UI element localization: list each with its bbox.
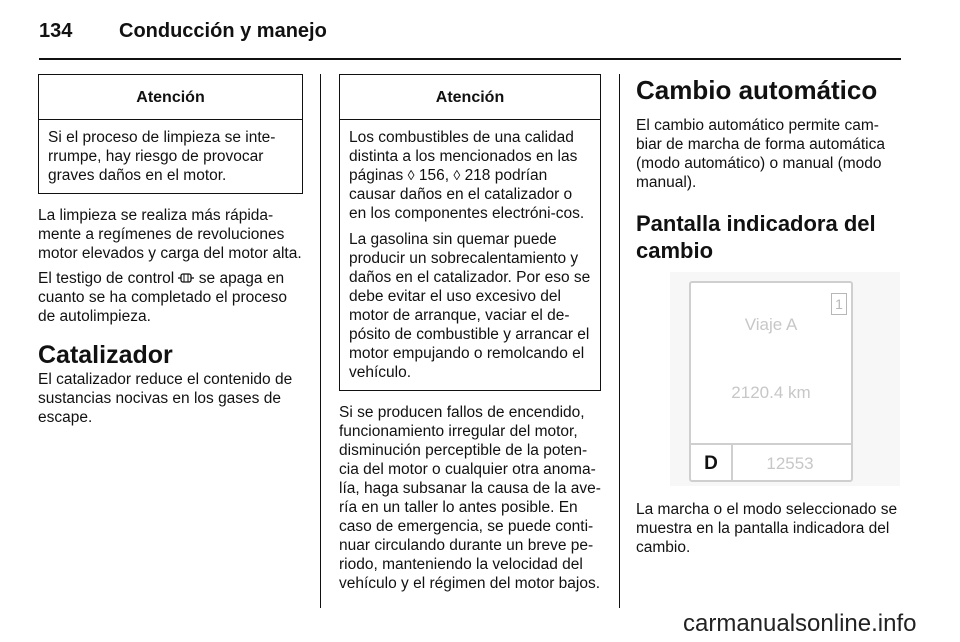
odometer: 12553: [766, 454, 814, 473]
trip-distance: 2120.4 km: [731, 383, 811, 402]
paragraph: Si se producen fallos de encendido, funcionamiento irregular del motor, disminución perceptible de la poten-cia del motor o cualquier otra anoma-lía, haga subsanar la causa de la ave-ría en un taller lo antes posible. En caso de emergencia, se puede conti-nuar circulando durante un breve pe-riodo, manteniendo la velocidad del vehículo y el régimen del motor bajos.: [339, 404, 601, 592]
paragraph: El testigo de control se apaga en cuanto se ha completado el proceso de autolimpieza.: [38, 270, 288, 325]
paragraph: El cambio automático permite cam-biar de marcha de forma automática (modo automático) o manual (modo manual).: [636, 117, 885, 191]
subsection-heading: Pantalla indicadora del cambio: [636, 211, 876, 263]
column-divider: [320, 74, 321, 608]
gear-indicator-display: [689, 281, 853, 482]
column-3: [636, 74, 904, 264]
section-heading: Cambio automático: [636, 75, 878, 105]
column-divider: [619, 74, 620, 608]
warning-text: La gasolina sin quemar puede producir un sobrecalentamiento y daños en el catalizador. Por eso se debe evitar el uso excesivo del motor de arranque, vaciar el de-pósito de combustible y arrancar el motor empujando o remolcando el vehículo.: [349, 231, 591, 381]
catalytic-converter-icon: [178, 271, 194, 285]
header-rule: [39, 58, 901, 60]
display-mode-icon: 1: [831, 293, 847, 315]
warning-title: Atención: [340, 75, 600, 120]
display-bottom-row: [691, 443, 851, 482]
page-ref-icon: ◊: [453, 167, 461, 183]
caption: La marcha o el modo seleccionado se muestra en la pantalla indicadora del cambio.: [636, 501, 898, 556]
running-title: Conducción y manejo: [119, 20, 327, 42]
watermark: carmanualsonline.info: [683, 610, 917, 637]
warning-text: Los combustibles de una calidad distinta a los mencionados en las páginas ◊ 156, ◊ 218 podrían causar daños en el catalizador o en los componentes electróni-cos.: [349, 129, 585, 222]
warning-title: Atención: [39, 75, 302, 120]
page-number: 134: [39, 20, 73, 42]
column-1: [38, 74, 303, 427]
warning-box: [38, 74, 303, 194]
paragraph: El catalizador reduce el contenido de sustancias nocivas en los gases de escape.: [38, 371, 293, 426]
trip-label: Viaje A: [744, 315, 798, 334]
section-heading: Catalizador: [38, 341, 173, 369]
page-header: [39, 10, 921, 60]
column-2: [339, 74, 601, 593]
page-ref-icon: ◊: [407, 167, 415, 183]
selected-gear: D: [691, 445, 733, 482]
warning-text: Si el proceso de limpieza se inte-rrumpe, hay riesgo de provocar graves daños en el motor.: [48, 129, 276, 184]
paragraph: La limpieza se realiza más rápida-mente a regímenes de revoluciones motor elevados y carga del motor alta.: [38, 207, 302, 262]
warning-box: [339, 74, 601, 391]
